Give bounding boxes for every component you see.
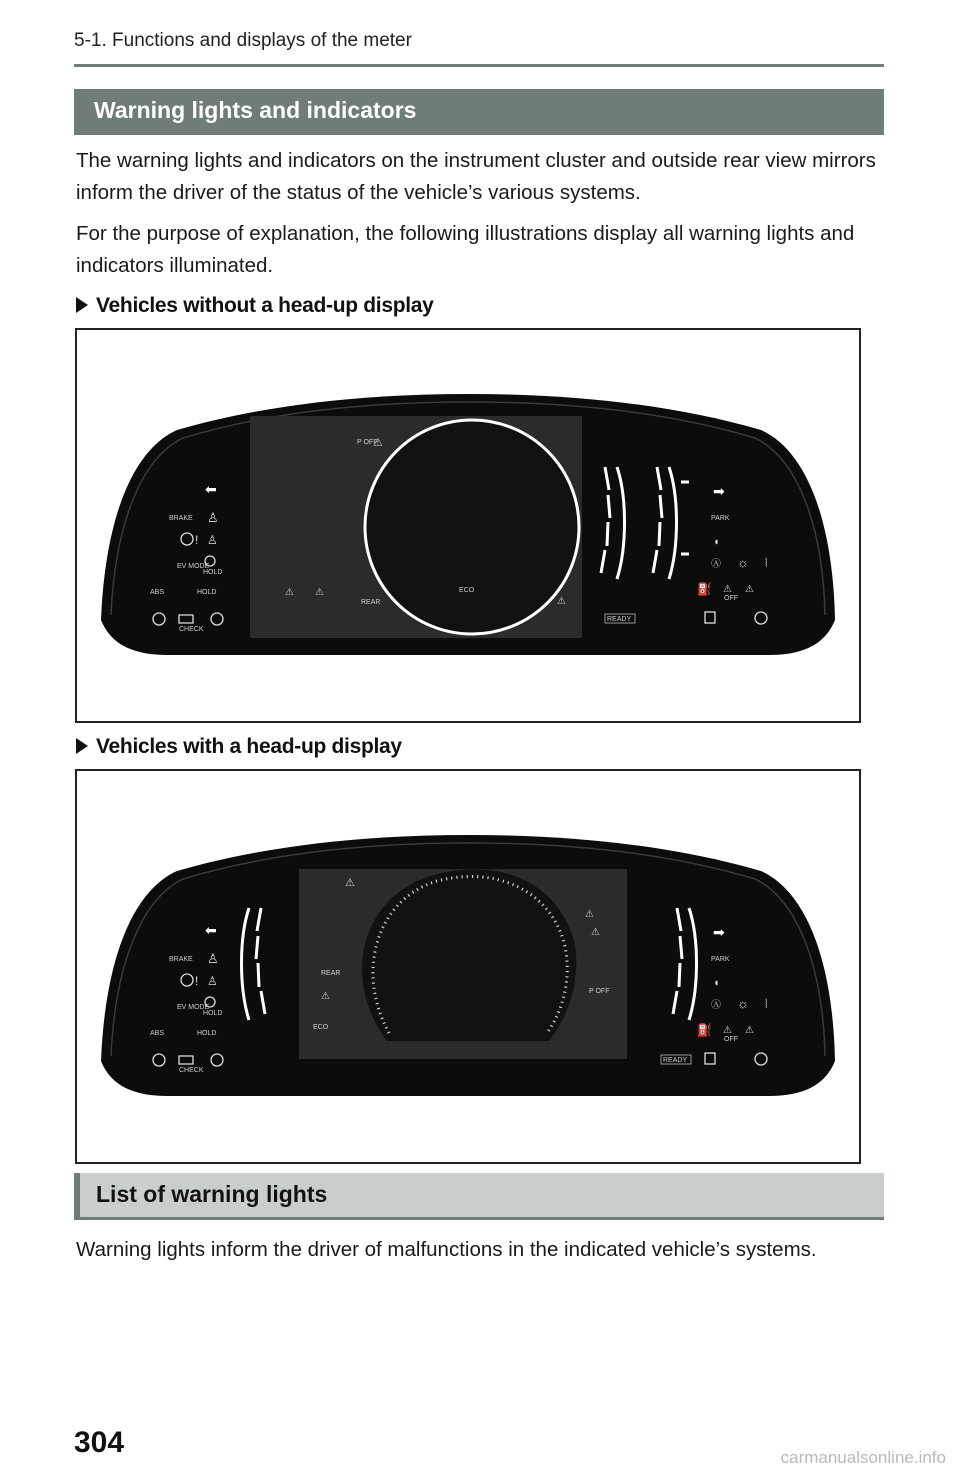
fuel-icon: ⛽ bbox=[697, 1023, 712, 1037]
right-turn-signal-icon: ➡ bbox=[713, 924, 725, 940]
headlight-high-beam-icon: ◖ bbox=[713, 536, 720, 548]
park-label: PARK bbox=[711, 515, 730, 522]
hold-label: HOLD bbox=[197, 1030, 217, 1037]
exclamation-warning-icon: ! bbox=[195, 974, 199, 988]
slip-indicator-icon: ⚠ bbox=[315, 587, 324, 598]
pre-collision-off-icon: ⚠ bbox=[345, 877, 355, 889]
brake-label: BRAKE bbox=[169, 956, 193, 963]
warning-lights-paragraph: Warning lights inform the driver of malfunctions in the indicated vehicle’s systems. bbox=[76, 1238, 817, 1261]
intro-paragraph: The warning lights and indicators on the instrument cluster and outside rear view mirrors inform the driver of the status of the vehicle’s various systems. bbox=[76, 149, 876, 204]
rear-label: REAR bbox=[321, 970, 341, 977]
left-turn-signal-icon: ⬅ bbox=[205, 922, 217, 938]
pre-collision-off-icon: ⚠ bbox=[373, 437, 383, 449]
abs-label: ABS bbox=[150, 1030, 165, 1037]
slip-indicator-icon: ⚠ bbox=[591, 927, 600, 938]
lane-assist-off-icon: ⚠ bbox=[745, 1025, 754, 1036]
lane-departure-icon: ⚠ bbox=[585, 909, 594, 920]
hold-small-label: HOLD bbox=[203, 569, 223, 576]
ev-mode-label: EV MODE bbox=[177, 563, 210, 570]
page-number: 304 bbox=[74, 1426, 125, 1459]
section-title: List of warning lights bbox=[96, 1181, 328, 1207]
lane-assist-off-icon: ⚠ bbox=[745, 584, 754, 595]
section-heading-list-of-warning-lights bbox=[74, 1173, 884, 1220]
explanation-paragraph: For the purpose of explanation, the following illustrations display all warning lights and indicators illuminated. bbox=[76, 222, 855, 277]
speed-dial-ring bbox=[365, 420, 579, 634]
abs-label: ABS bbox=[150, 589, 165, 596]
triangle-bullet-icon bbox=[76, 738, 88, 754]
hold-label: HOLD bbox=[197, 589, 217, 596]
p-off-label: P OFF bbox=[589, 988, 610, 995]
triangle-bullet-icon bbox=[76, 297, 88, 313]
instrument-cluster-without-hud bbox=[77, 330, 859, 721]
watermark: carmanualsonline.info bbox=[780, 1448, 946, 1467]
ev-mode-label: EV MODE bbox=[177, 1004, 210, 1011]
brake-label: BRAKE bbox=[169, 515, 193, 522]
section-title: Warning lights and indicators bbox=[94, 97, 417, 123]
figure2-caption-text: Vehicles with a head-up display bbox=[96, 735, 402, 758]
check-label: CHECK bbox=[179, 626, 204, 633]
seatbelt-icon: ♙ bbox=[207, 510, 219, 525]
snow-mode-icon: ⚠ bbox=[321, 991, 330, 1002]
right-turn-signal-icon: ➡ bbox=[713, 483, 725, 499]
tail-light-icon: ☼ bbox=[737, 996, 749, 1011]
p-off-label: P OFF bbox=[357, 439, 378, 446]
fuel-icon: ⛽ bbox=[697, 582, 712, 596]
figure2-box bbox=[75, 769, 861, 1164]
off-label: OFF bbox=[724, 1036, 738, 1043]
rear-fog-light-icon: ⦚ bbox=[765, 556, 768, 570]
header-rule bbox=[74, 64, 884, 67]
check-label: CHECK bbox=[179, 1067, 204, 1074]
instrument-cluster-with-hud bbox=[77, 771, 859, 1162]
breadcrumb: 5-1. Functions and displays of the meter bbox=[74, 30, 412, 51]
airbag-icon: ♙ bbox=[207, 974, 218, 988]
eco-label: ECO bbox=[313, 1024, 329, 1031]
headlight-high-beam-icon: ◖ bbox=[713, 977, 720, 989]
section-heading-warning-lights-and-indicators bbox=[74, 89, 884, 135]
tail-light-icon: ☼ bbox=[737, 555, 749, 570]
rear-label: REAR bbox=[361, 599, 381, 606]
figure1-caption bbox=[76, 294, 434, 318]
snow-mode-icon: ⚠ bbox=[557, 596, 566, 607]
lane-departure-icon: ⚠ bbox=[285, 587, 294, 598]
vsc-off-icon: ⚠ bbox=[723, 1025, 732, 1036]
rear-fog-light-icon: ⦚ bbox=[765, 997, 768, 1011]
hold-small-label: HOLD bbox=[203, 1010, 223, 1017]
ready-label: READY bbox=[607, 616, 632, 623]
figure1-box bbox=[75, 328, 861, 723]
off-label: OFF bbox=[724, 595, 738, 602]
auto-high-beam-icon: Ⓐ bbox=[711, 1000, 721, 1011]
park-label: PARK bbox=[711, 956, 730, 963]
vsc-off-icon: ⚠ bbox=[723, 584, 732, 595]
figure1-caption-text: Vehicles without a head-up display bbox=[96, 294, 434, 317]
figure2-caption bbox=[76, 735, 402, 759]
airbag-icon: ♙ bbox=[207, 533, 218, 547]
eco-label: ECO bbox=[459, 587, 475, 594]
seatbelt-icon: ♙ bbox=[207, 951, 219, 966]
left-turn-signal-icon: ⬅ bbox=[205, 481, 217, 497]
ready-label: READY bbox=[663, 1057, 688, 1064]
auto-high-beam-icon: Ⓐ bbox=[711, 559, 721, 570]
exclamation-warning-icon: ! bbox=[195, 533, 199, 547]
